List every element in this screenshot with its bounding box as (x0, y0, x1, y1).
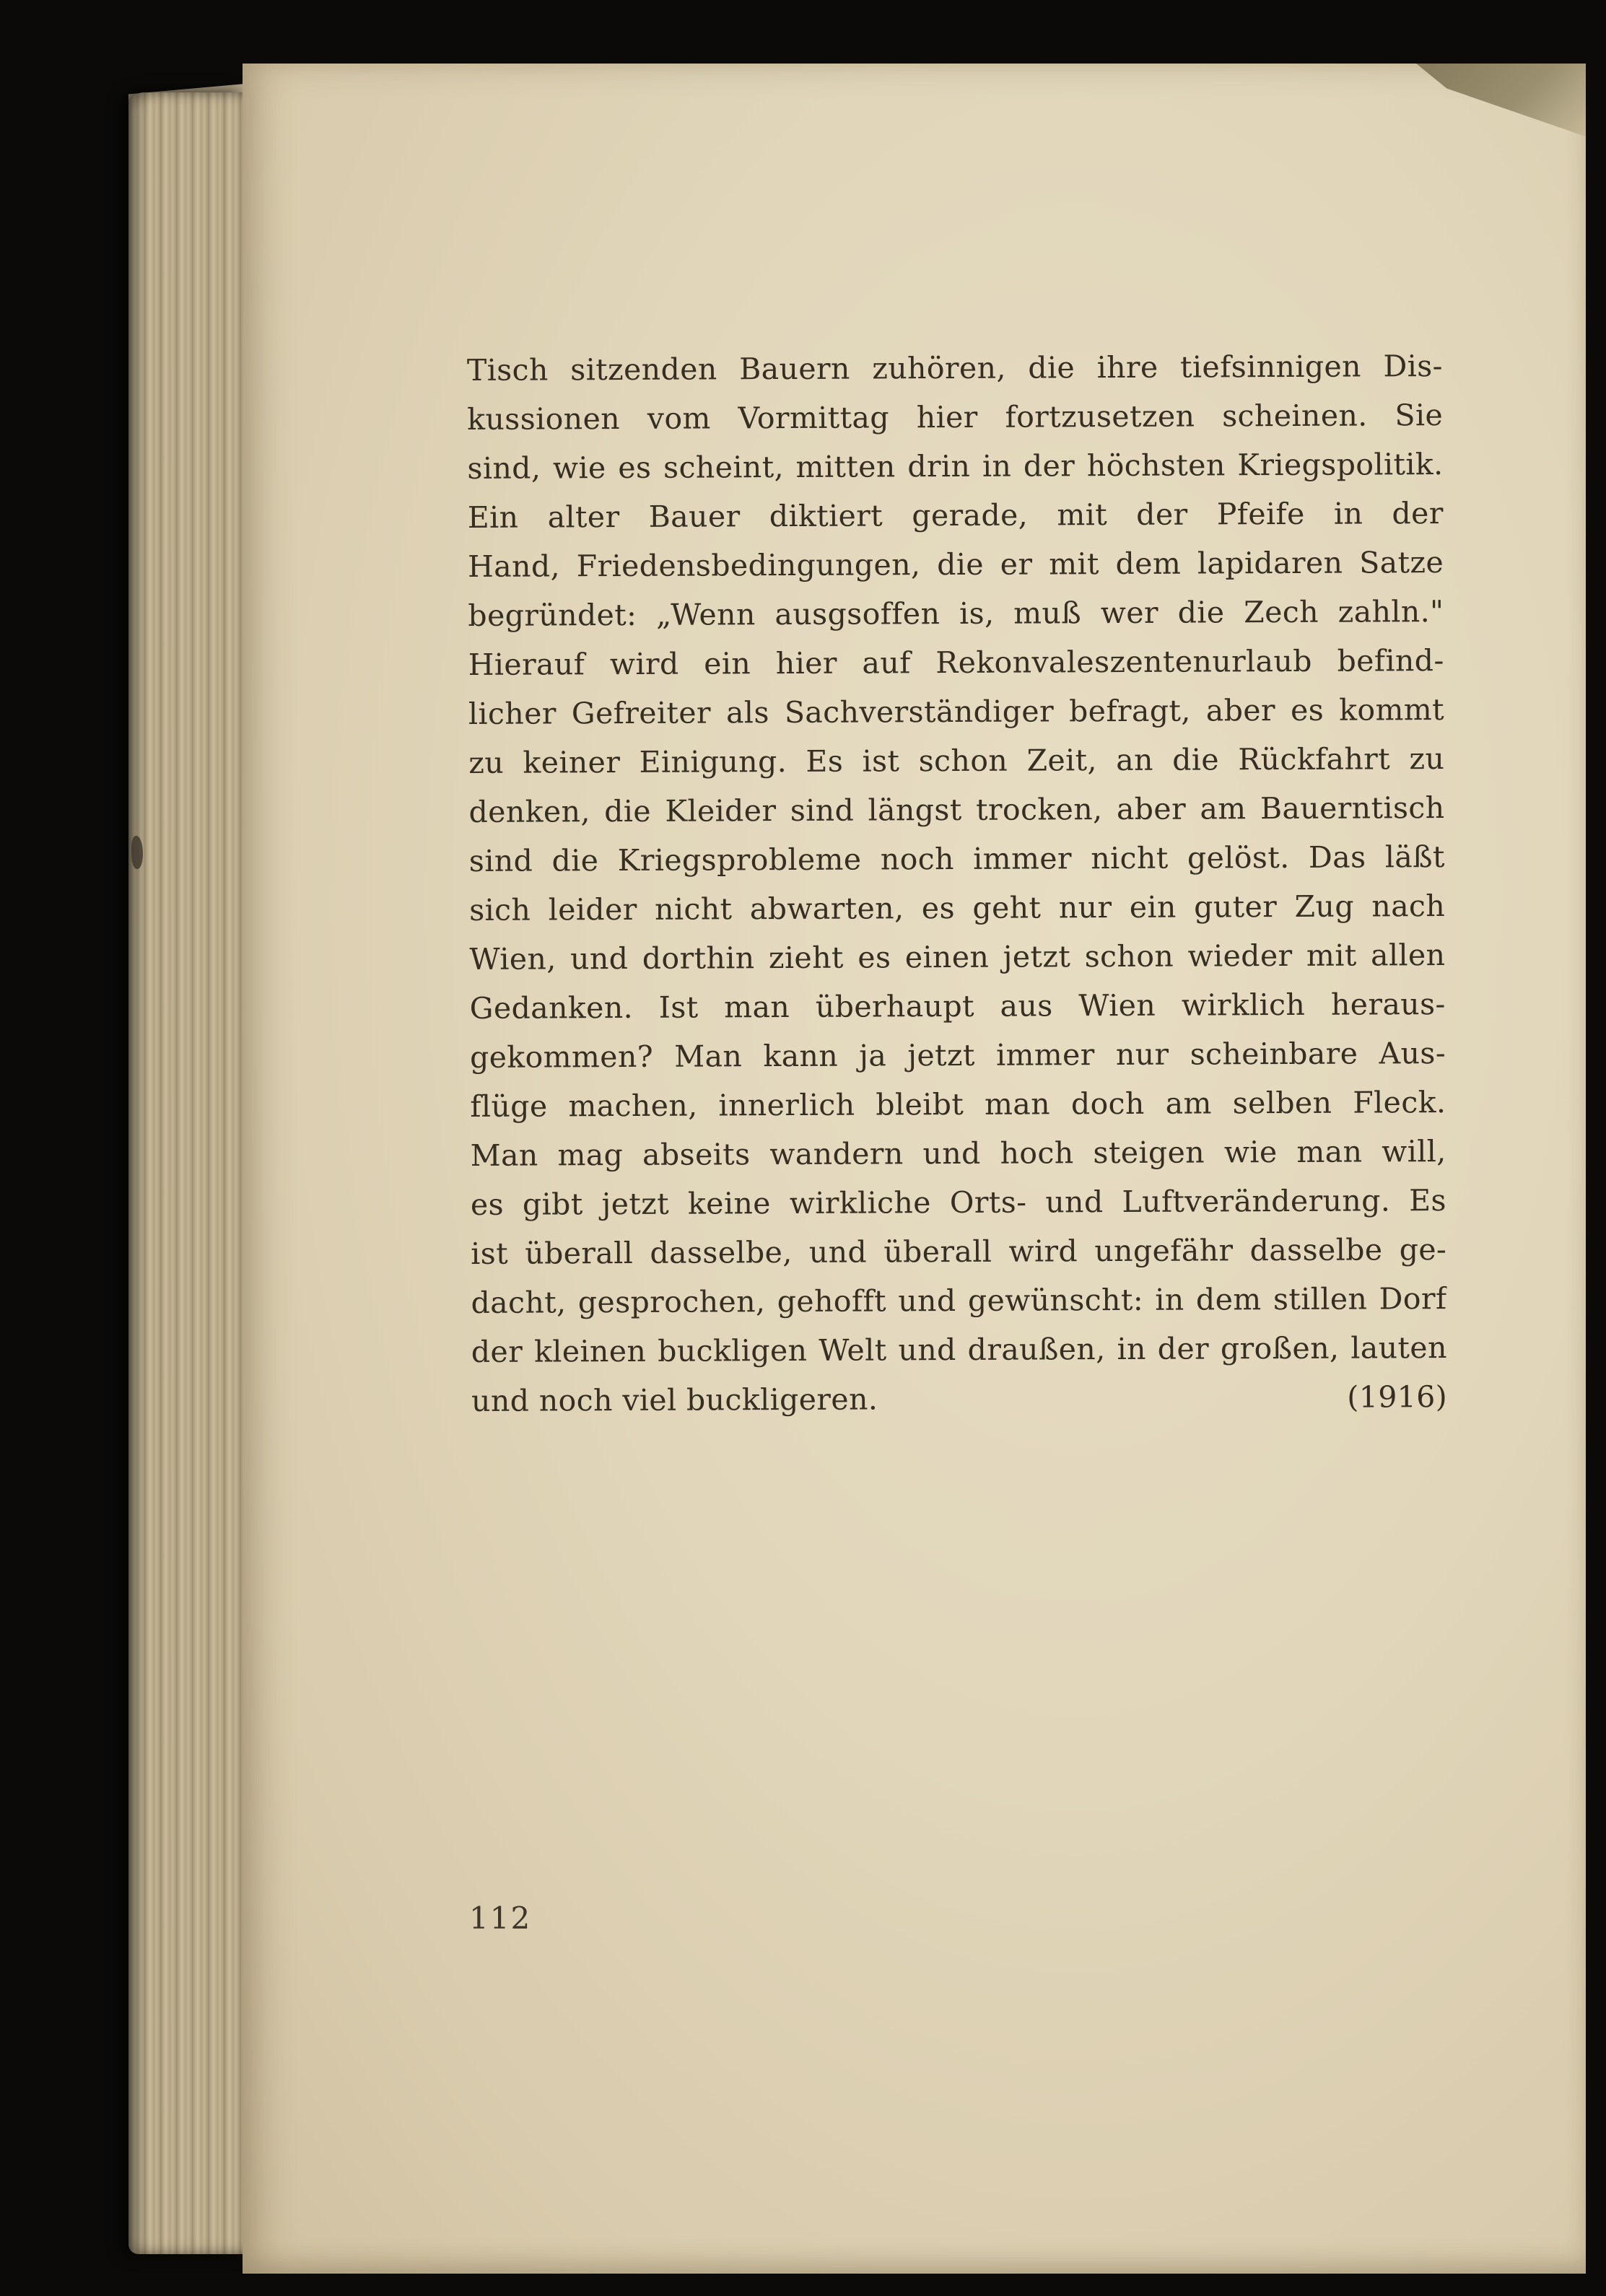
text-line: flüge machen, innerlich bleibt man doch am selben Fleck. (470, 1085, 1446, 1124)
year-label: (1916) (1347, 1379, 1448, 1415)
text-line: es gibt jetzt keine wirkliche Orts- und Luftveränderung. Es (470, 1183, 1447, 1222)
text-line: der kleinen buckligen Welt und draußen, in der großen, lauten (471, 1330, 1447, 1369)
text-line: Ein alter Bauer diktiert gerade, mit der Pfeife in der (467, 496, 1444, 535)
text-line-last (471, 1372, 1447, 1426)
page-number: 112 (469, 1900, 532, 1936)
fore-edge-ink-mark (131, 836, 143, 869)
text-line: licher Gefreiter als Sachverständiger befragt, aber es kommt (468, 692, 1445, 731)
text-line: Hierauf wird ein hier auf Rekonvaleszentenurlaub befind- (468, 643, 1444, 682)
book-page (243, 64, 1586, 2274)
text-line: Hand, Friedensbedingungen, die er mit dem lapidaren Satze (467, 545, 1444, 584)
text-line: denken, die Kleider sind längst trocken, aber am Bauerntisch (468, 790, 1445, 829)
text-line: dacht, gesprochen, gehofft und gewünscht: in dem stillen Dorf (471, 1281, 1447, 1320)
book-page-stack-edge (128, 92, 244, 2254)
text-line: sind die Kriegsprobleme noch immer nicht gelöst. Das läßt (468, 839, 1445, 878)
text-line: Tisch sitzenden Bauern zuhören, die ihre tiefsinnigen Dis- (466, 349, 1443, 388)
body-text (467, 341, 1448, 1426)
text-line: sind, wie es scheint, mitten drin in der höchsten Kriegspolitik. (467, 447, 1444, 486)
text-line: ist überall dasselbe, und überall wird ungefähr dasselbe ge- (471, 1232, 1447, 1271)
text-line: gekommen? Man kann ja jetzt immer nur scheinbare Aus- (469, 1036, 1446, 1075)
text-line: Gedanken. Ist man überhaupt aus Wien wirklich heraus- (469, 987, 1446, 1026)
text-line: zu keiner Einigung. Es ist schon Zeit, an die Rückfahrt zu (468, 741, 1445, 780)
text-line: Man mag abseits wandern und hoch steigen wie man will, (470, 1134, 1446, 1173)
text-line: Wien, und dorthin zieht es einen jetzt schon wieder mit allen (469, 938, 1446, 977)
text-line: kussionen vom Vormittag hier fortzusetzen scheinen. Sie (467, 398, 1444, 437)
text-line: begründet: „Wenn ausgsoffen is, muß wer die Zech zahln." (468, 594, 1444, 633)
torn-corner (1416, 64, 1586, 147)
last-line-text: und noch viel buckligeren. (471, 1381, 878, 1418)
text-line: sich leider nicht abwarten, es geht nur ein guter Zug nach (469, 889, 1446, 927)
